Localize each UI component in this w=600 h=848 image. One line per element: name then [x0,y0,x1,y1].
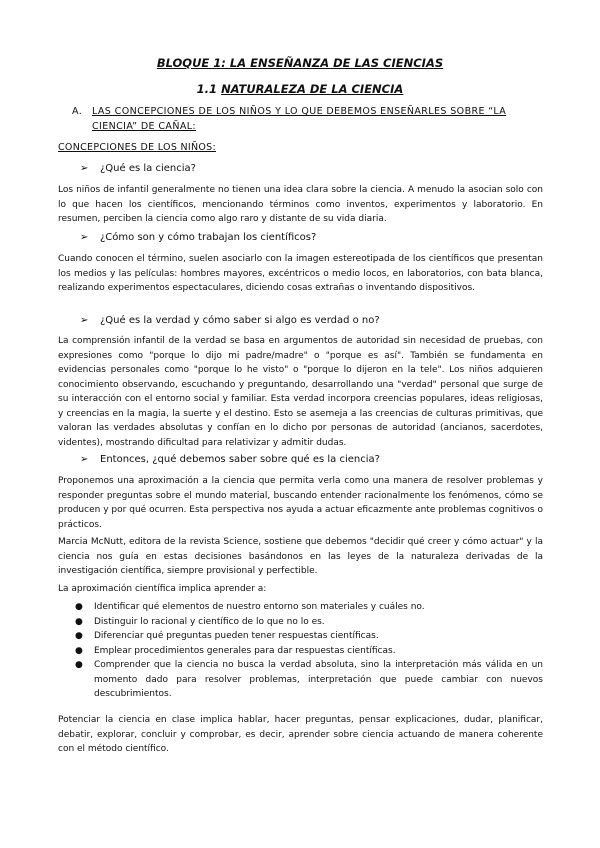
subsection-a-heading [72,104,542,134]
paragraph: Cuando conocen el término, suelen asociarlo con la imagen estereotipada de los científicos que presentan los medios y las películas: hombres mayores, excéntricos o medio locos, en laboratorios, con bata blanca, realizando experimentos espectaculares, diciendo cosas extrañas o inventando dispositivos. [58,254,543,293]
list-item [58,629,543,644]
list-item [58,600,543,615]
question-heading [80,454,380,465]
section-title [0,82,600,96]
document-title: BLOQUE 1: LA ENSEÑANZA DE LAS CIENCIAS [156,56,444,70]
question-text: ¿Qué es la ciencia? [100,163,196,174]
bullet-icon: ● [75,602,83,612]
paragraph: Proponemos una aproximación a la ciencia que permita verla como una manera de resolver problemas y responder preguntas sobre el mundo material, buscando entender racionalmente los fenómenos, cómo se producen y por qué ocurren. Esta perspectiva nos ayuda a actuar eficazmente ante problemas cognitivos o prácticos. [58,476,543,530]
paragraph: La aproximación científica implica aprender a: [58,584,267,594]
paragraph: Marcia McNutt, editora de la revista Science, sostiene que debemos "decidir qué creer y cómo actuar" y la ciencia nos guía en estas decisiones basándonos en las leyes de la naturaleza derivadas de la investigación científica, siempre provisional y perfectible. [58,537,543,576]
arrow-bullet-icon: ➢ [80,454,89,465]
arrow-bullet-icon: ➢ [80,315,89,326]
question-text: ¿Qué es la verdad y cómo saber si algo es verdad o no? [100,315,380,326]
subsection-text: LAS CONCEPCIONES DE LOS NIÑOS Y LO QUE DEBEMOS ENSEÑARLES SOBRE “LA CIENCIA” DE CAÑAL: [92,106,507,132]
question-heading [80,315,380,326]
paragraph: Los niños de infantil generalmente no tienen una idea clara sobre la ciencia. A menudo la asocian solo con lo que hacen los científicos, mencionando términos como inventos, experimentos y laboratorio. En resumen, perciben la ciencia como algo raro y distante de su vida diaria. [58,185,543,224]
question-text: Entonces, ¿qué debemos saber sobre qué es la ciencia? [100,454,380,465]
bullet-icon: ● [75,660,83,670]
list-item-text: Emplear procedimientos generales para dar respuestas científicas. [94,645,396,656]
bullet-icon: ● [75,645,83,656]
paragraph: La comprensión infantil de la verdad se basa en argumentos de autoridad sin necesidad de pruebas, con expresiones como "porque lo dijo mi padre/madre" o "porque es así". También se fundamenta en evidencias personales como "porque lo he visto" o "porque lo dijeron en la tele". Los niños adquieren conocimiento observando, escuchando y preguntando, desarrollando una "verdad" personal que surge de su interacción con el entorno social y familiar. Esta verdad incorpora creencias populares, ideas religiosas, y creencias en la magia, la suerte y el destino. Esto se asemeja a las creencias de culturas primitivas, que valoran las verdades absolutas y confían en lo dicho por personas de autoridad (ancianos, sacerdotes, videntes), mostrando dificultad para relativizar y admitir dudas. [58,336,543,448]
question-text: ¿Cómo son y cómo trabajan los científicos? [100,232,317,243]
section-number: 1.1 [196,82,218,96]
question-heading [80,232,316,243]
list-item [58,615,543,630]
arrow-bullet-icon: ➢ [80,163,89,174]
bullet-list [58,600,543,702]
arrow-bullet-icon: ➢ [80,232,89,243]
list-item [58,658,543,702]
paragraph: Potenciar la ciencia en clase implica hablar, hacer preguntas, pensar explicaciones, dudar, planificar, debatir, explorar, concluir y comprobar, es decir, aprender sobre ciencia actuando de manera coherente con el método científico. [58,715,543,754]
subsection-letter: A. [72,106,83,117]
bullet-icon: ● [75,631,83,641]
list-item-text: Comprender que la ciencia no busca la verdad absoluta, sino la interpretación más válida en un momento dado para resolver problemas, interpretación que puede cambiar con nuevos descubrimientos. [94,660,543,699]
bullet-icon: ● [75,616,83,627]
concepciones-heading: CONCEPCIONES DE LOS NIÑOS: [58,142,216,153]
list-item-text: Distinguir lo racional y científico de lo que no lo es. [94,616,325,627]
question-heading [80,163,196,174]
section-name: NATURALEZA DE LA CIENCIA [221,82,404,96]
list-item-text: Identificar qué elementos de nuestro entorno son materiales y cuáles no. [94,602,425,612]
list-item-text: Diferenciar qué preguntas pueden tener respuestas científicas. [94,631,379,641]
list-item [58,644,543,659]
